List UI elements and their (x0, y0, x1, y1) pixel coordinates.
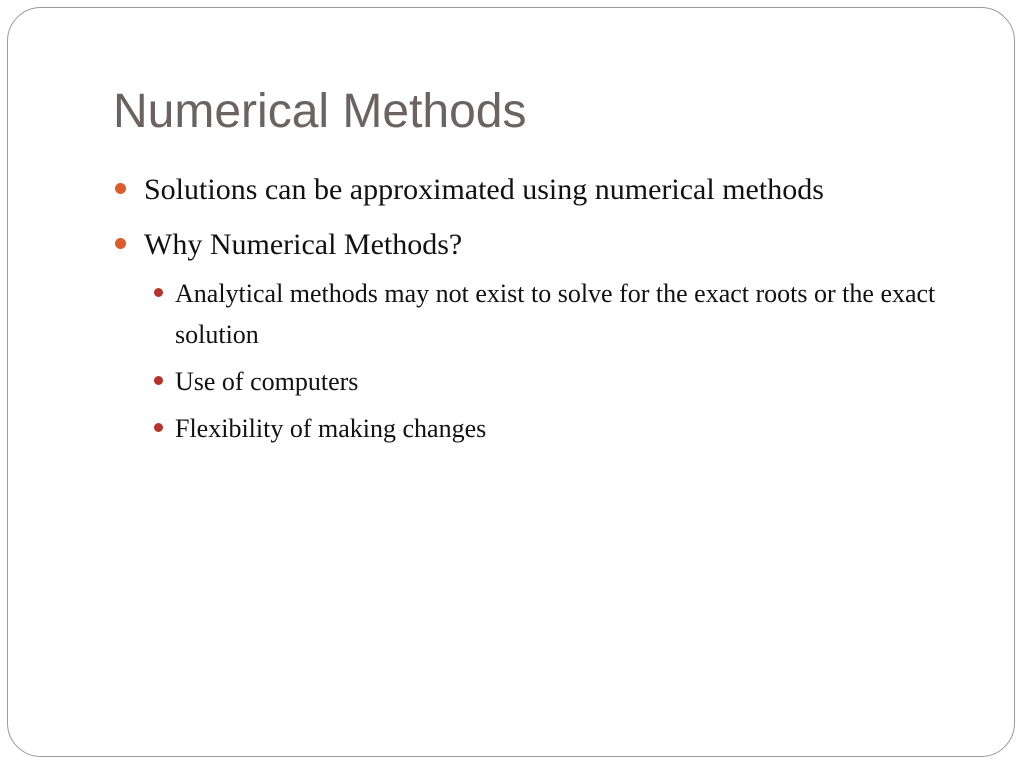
bullet-list (113, 168, 983, 449)
bullet-item (113, 168, 983, 212)
sub-bullet-list (113, 273, 983, 449)
slide-title: Numerical Methods (113, 85, 527, 138)
bullet-text: Why Numerical Methods? (144, 228, 463, 261)
sub-bullet-text: Flexibility of making changes (175, 414, 487, 443)
bullet-text: Solutions can be approximated using numerical methods (144, 173, 824, 206)
slide-content (113, 168, 983, 460)
sub-bullet-text: Analytical methods may not exist to solve for the exact roots or the exact solution (175, 279, 936, 349)
sub-bullet-dot-icon (154, 423, 163, 432)
sub-bullet-item (113, 408, 983, 449)
sub-bullet-text: Use of computers (175, 367, 359, 396)
bullet-dot-icon (115, 183, 126, 194)
sub-bullet-item (113, 361, 983, 402)
sub-bullet-dot-icon (154, 288, 163, 297)
bullet-item (113, 223, 983, 449)
sub-bullet-item (113, 273, 983, 355)
bullet-dot-icon (115, 238, 126, 249)
sub-bullet-dot-icon (154, 376, 163, 385)
